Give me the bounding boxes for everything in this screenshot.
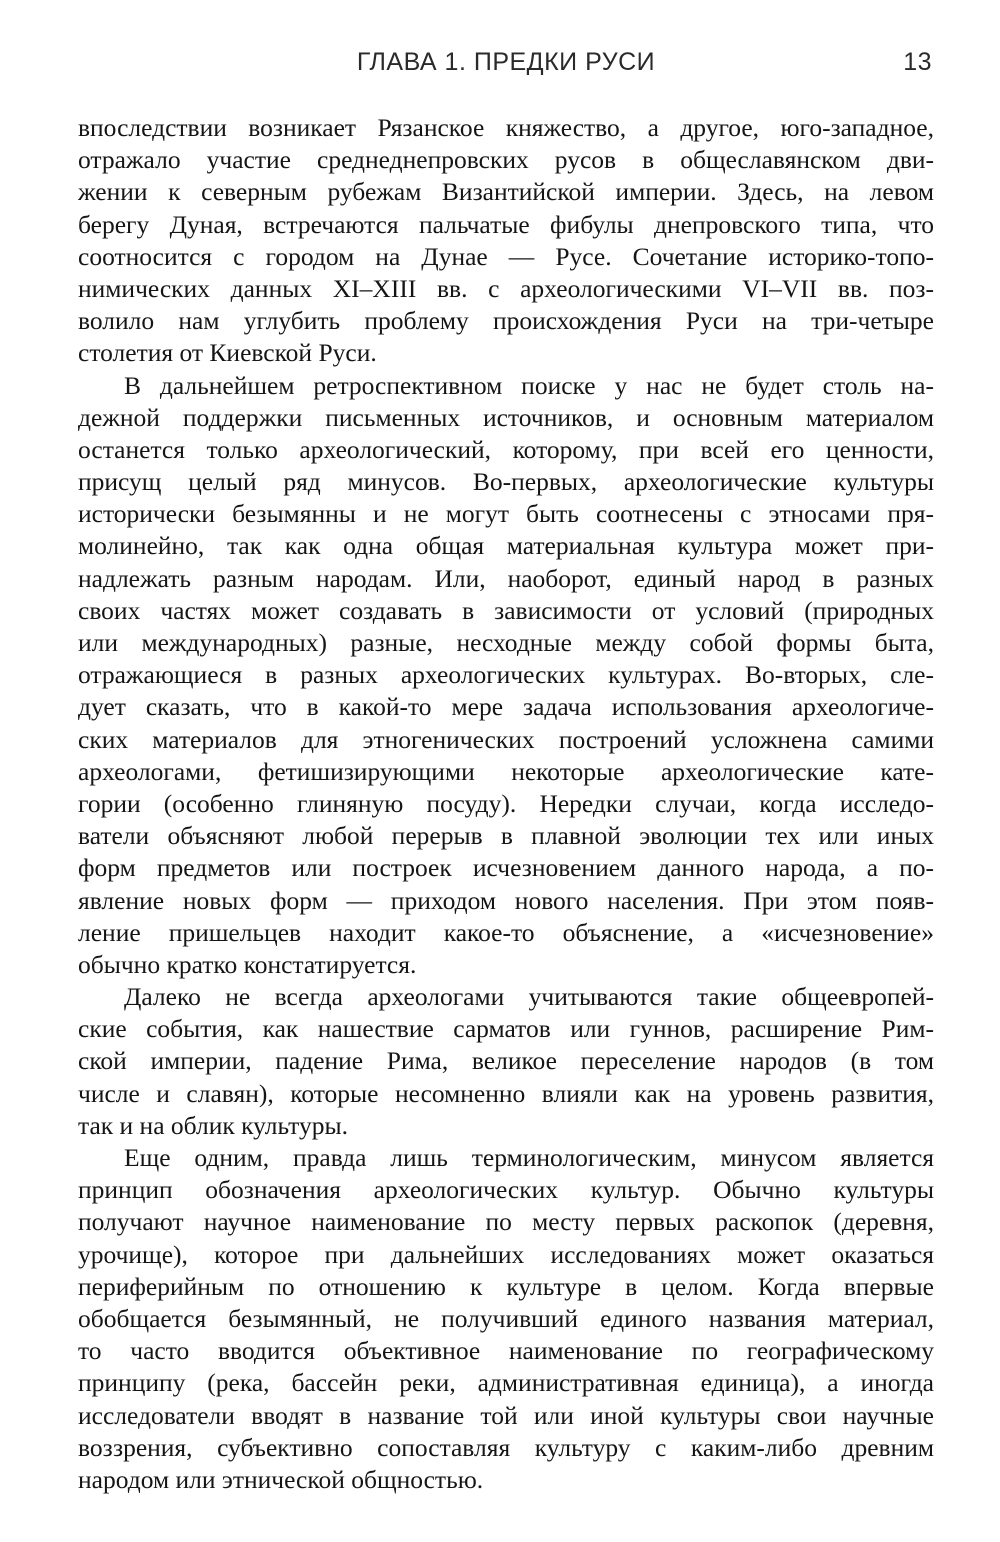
text-line: так и на облик культуры.	[78, 1110, 348, 1140]
text-line: ские события, как нашествие сарматов или гуннов, расширение Рим-	[78, 1014, 934, 1044]
text-line: нимических данных XI–XIII вв. с археологическими VI–VII вв. поз-	[78, 273, 934, 303]
text-line: археологами, фетишизирующими некоторые археологические кате-	[78, 756, 934, 786]
text-line: столетия от Киевской Руси.	[78, 338, 377, 368]
text-line: ление пришельцев находит какое-то объяснение, а «исчезновение»	[78, 917, 934, 947]
text-line: отражало участие среднеднепровских русов в общеславянском дви-	[78, 145, 934, 175]
text-line: соотносится с городом на Дунае — Русе. Сочетание историко-топо-	[78, 241, 934, 271]
text-line: своих частях может создавать в зависимости от условий (природных	[78, 595, 934, 625]
text-line: исторически безымянны и не могут быть соотнесены с этносами пря-	[78, 499, 934, 529]
text-line: обобщается безымянный, не получивший единого названия материал,	[78, 1303, 934, 1333]
text-line: останется только археологический, которому, при всей его ценности,	[78, 434, 934, 464]
text-line: периферийным по отношению к культуре в целом. Когда впервые	[78, 1271, 934, 1301]
text-line: отражающиеся в разных археологических культурах. Во-вторых, сле-	[78, 660, 934, 690]
page-number: 13	[903, 48, 932, 76]
text-line: впоследствии возникает Рязанское княжество, а другое, юго-западное,	[78, 113, 934, 142]
text-line: форм предметов или построек исчезновением данного народа, а по-	[78, 853, 934, 883]
text-line: присущ целый ряд минусов. Во-первых, археологические культуры	[78, 467, 934, 497]
text-line: берегу Дуная, встречаются пальчатые фибулы днепровского типа, что	[78, 209, 934, 239]
text-line: Еще одним, правда лишь терминологическим, минусом является	[124, 1143, 934, 1172]
text-line: исследователи вводят в название той или иной культуры свои научные	[78, 1400, 934, 1430]
text-line: дует сказать, что в какой-то мере задача использования археологиче-	[78, 692, 934, 722]
text-line: явление новых форм — приходом нового населения. При этом появ-	[78, 885, 934, 915]
text-line: народом или этнической общностью.	[78, 1464, 484, 1494]
paragraph	[78, 112, 934, 370]
text-line: волило нам углубить проблему происхождения Руси на три-четыре	[78, 306, 934, 336]
text-line: дежной поддержки письменных источников, и основным материалом	[78, 402, 934, 432]
text-line: принцип обозначения археологических культур. Обычно культуры	[78, 1175, 934, 1205]
paragraph	[78, 981, 934, 1142]
text-line: или международных) разные, несходные между собой формы быта,	[78, 628, 934, 657]
text-line: ватели объясняют любой перерыв в плавной эволюции тех или иных	[78, 821, 934, 851]
text-line: то часто вводится объективное наименование по географическому	[78, 1336, 934, 1366]
text-line: получают научное наименование по месту первых раскопок (деревня,	[78, 1207, 934, 1237]
text-line: урочище), которое при дальнейших исследованиях может оказаться	[78, 1239, 934, 1269]
running-head	[78, 48, 934, 84]
text-line: воззрения, субъективно сопоставляя культуру с каким-либо древним	[78, 1432, 934, 1462]
text-line: молинейно, так как одна общая материальная культура может при-	[78, 531, 934, 561]
body-text	[78, 112, 934, 1496]
text-line: числе и славян), которые несомненно влияли как на уровень развития,	[78, 1078, 934, 1108]
text-line: ской империи, падение Рима, великое переселение народов (в том	[78, 1046, 934, 1076]
text-line: В дальнейшем ретроспективном поиске у нас не будет столь на-	[124, 370, 934, 400]
text-line: Далеко не всегда археологами учитываются такие общеевропей-	[124, 982, 934, 1012]
text-line: жении к северным рубежам Византийской империи. Здесь, на левом	[78, 177, 934, 207]
text-line: обычно кратко констатируется.	[78, 949, 417, 979]
text-line: принципу (река, бассейн реки, административная единица), а иногда	[78, 1368, 934, 1398]
paragraph	[78, 1142, 934, 1496]
chapter-title: ГЛАВА 1. ПРЕДКИ РУСИ	[356, 48, 656, 76]
text-line: ских материалов для этногенических построений усложнена самими	[78, 724, 934, 754]
paragraph	[78, 370, 934, 982]
text-line: надлежать разным народам. Или, наоборот, единый народ в разных	[78, 563, 934, 593]
text-line: гории (особенно глиняную посуду). Нередки случаи, когда исследо-	[78, 788, 934, 818]
